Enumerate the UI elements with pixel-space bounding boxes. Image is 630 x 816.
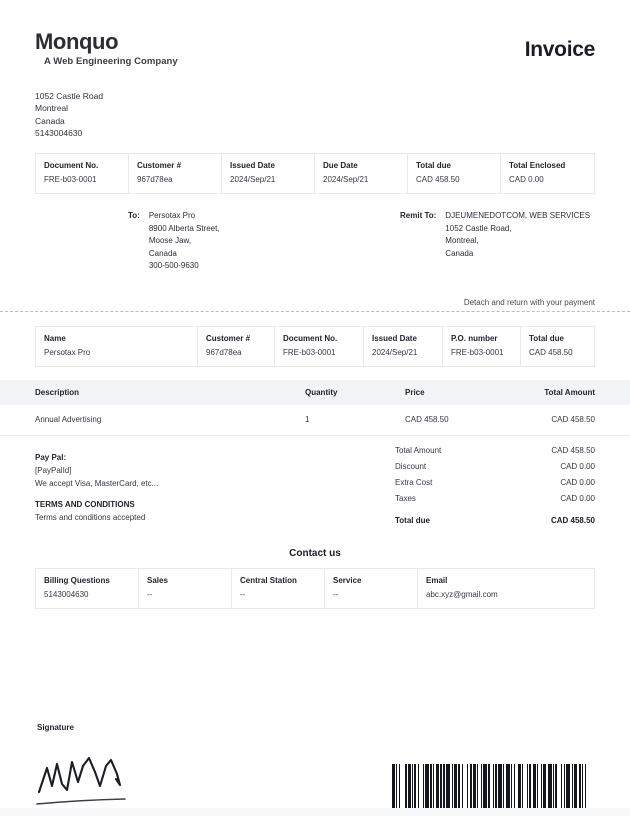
totals-value-3: CAD 0.00 — [560, 494, 595, 504]
contact-info-value-0: 5143004630 — [44, 590, 89, 599]
totals-value-2: CAD 0.00 — [560, 477, 595, 487]
totals-row-3 — [395, 491, 595, 507]
contact-info-cell-0 — [36, 569, 139, 608]
payment-stub-table — [35, 326, 595, 367]
stub-info-value-1: 967d78ea — [206, 348, 242, 357]
contact-section-title: Contact us — [289, 548, 341, 559]
stub-info-value-2: FRE-b03-0001 — [283, 348, 336, 357]
remit-to-line-1: 1052 Castle Road, — [445, 223, 512, 233]
stub-info-value-5: CAD 458.50 — [529, 348, 573, 357]
document-info-value-0: FRE-b03-0001 — [44, 175, 97, 184]
contact-info-table — [35, 568, 595, 609]
document-info-value-5: CAD 0.00 — [509, 175, 544, 184]
company-street: 1052 Castle Road — [35, 91, 104, 101]
stub-info-value-3: 2024/Sep/21 — [372, 348, 418, 357]
totals-block — [395, 442, 595, 528]
brand-tagline: A Web Engineering Company — [44, 56, 178, 68]
totals-value-0: CAD 458.50 — [551, 445, 595, 455]
remit-to-address — [445, 210, 590, 273]
bill-to-line-3: Canada — [148, 248, 177, 258]
contact-info-label-4: Email — [426, 576, 448, 585]
stub-info-cell-0 — [36, 327, 198, 366]
signature-rule — [36, 798, 126, 806]
stub-info-label-5: Total due — [529, 334, 564, 343]
accepted-cards-note: We accept Visa, MasterCard, etc... — [35, 478, 159, 488]
bill-to-line-2: Moose Jaw, — [148, 236, 192, 246]
contact-info-value-2: -- — [240, 590, 246, 599]
terms-body: Terms and conditions accepted — [35, 513, 146, 523]
line-items-table — [0, 380, 630, 436]
barcode-bar — [586, 764, 589, 808]
paypal-label: Pay Pal: — [35, 453, 67, 462]
document-info-label-4: Total due — [416, 161, 451, 170]
document-info-cell-1 — [129, 154, 222, 193]
barcode — [392, 764, 590, 808]
company-address — [35, 90, 103, 139]
remit-to-line-2: Montreal, — [445, 236, 479, 246]
brand-name: Monquo — [35, 29, 119, 54]
contact-info-label-2: Central Station — [240, 576, 297, 585]
contact-info-label-1: Sales — [147, 576, 168, 585]
document-info-label-0: Document No. — [44, 161, 99, 170]
document-info-value-1: 967d78ea — [137, 175, 173, 184]
document-info-cell-0 — [36, 154, 129, 193]
table-row — [0, 405, 630, 436]
brand-block — [35, 30, 178, 67]
stub-info-value-4: FRE-b03-0001 — [451, 348, 504, 357]
line-item-total-0: CAD 458.50 — [551, 415, 595, 424]
stub-info-label-2: Document No. — [283, 334, 338, 343]
document-info-value-4: CAD 458.50 — [416, 175, 460, 184]
line-items-body — [0, 405, 630, 436]
line-item-quantity-0: 1 — [305, 415, 310, 424]
signature-mark-icon — [36, 752, 146, 794]
stub-info-label-1: Customer # — [206, 334, 251, 343]
line-items-header — [0, 380, 630, 405]
document-info-label-2: Issued Date — [230, 161, 275, 170]
paypal-id: [PayPalId] — [35, 465, 72, 475]
remit-to-line-3: Canada — [445, 248, 474, 258]
invoice-header — [35, 30, 595, 67]
company-phone: 5143004630 — [35, 127, 83, 138]
stub-info-cell-3 — [364, 327, 443, 366]
remit-to-block — [400, 210, 590, 273]
terms-title: TERMS AND CONDITIONS — [35, 500, 135, 510]
totals-row-1 — [395, 458, 595, 474]
contact-info-value-3: -- — [333, 590, 339, 599]
document-info-label-1: Customer # — [137, 161, 182, 170]
document-info-value-3: 2024/Sep/21 — [323, 175, 369, 184]
document-info-cell-2 — [222, 154, 315, 193]
stub-info-label-0: Name — [44, 334, 66, 343]
contact-info-cell-4 — [418, 569, 594, 608]
grand-total-row — [395, 507, 595, 529]
contact-info-label-0: Billing Questions — [44, 576, 110, 585]
totals-label-0: Total Amount — [395, 445, 442, 455]
contact-info-cell-1 — [139, 569, 232, 608]
detach-note: Detach and return with your payment — [463, 298, 595, 307]
stub-info-cell-1 — [198, 327, 275, 366]
totals-rows — [395, 442, 595, 507]
totals-row-0 — [395, 442, 595, 458]
stub-info-value-0: Persotax Pro — [44, 348, 91, 357]
document-info-value-2: 2024/Sep/21 — [230, 175, 276, 184]
stub-info-label-3: Issued Date — [372, 334, 417, 343]
bill-to-line-4: 300-500-9630 — [148, 261, 199, 271]
company-country: Canada — [35, 115, 65, 126]
contact-info-value-4: abc.xyz@gmail.com — [426, 590, 498, 599]
line-item-description-0: Annual Advertising — [35, 415, 102, 424]
document-info-cell-4 — [408, 154, 501, 193]
bill-to-address — [149, 210, 220, 273]
contact-info-cell-2 — [232, 569, 325, 608]
stub-info-cell-2 — [275, 327, 364, 366]
signature-label: Signature — [37, 723, 74, 732]
totals-label-1: Discount — [395, 461, 427, 471]
document-info-label-3: Due Date — [323, 161, 358, 170]
totals-value-1: CAD 0.00 — [560, 461, 595, 471]
bill-to-block — [128, 210, 400, 273]
payment-info-block — [35, 452, 305, 525]
bill-to-line-1: 8900 Alberta Street, — [148, 223, 220, 233]
grand-total-label: Total due — [395, 515, 430, 525]
contact-info-label-3: Service — [333, 576, 362, 585]
column-header-total: Total Amount — [544, 388, 595, 397]
totals-label-2: Extra Cost — [395, 477, 433, 487]
remit-to-line-0: DJEUMENEDOTCOM, WEB SERVICES — [445, 211, 591, 220]
company-city: Montreal — [35, 103, 69, 114]
column-header-quantity: Quantity — [305, 388, 338, 397]
stub-info-cell-4 — [443, 327, 521, 366]
bill-to-line-0: Persotax Pro — [148, 211, 196, 220]
remit-to-label: Remit To: — [400, 211, 437, 220]
document-info-table — [35, 153, 595, 194]
spacer — [35, 490, 305, 499]
stub-info-label-4: P.O. number — [451, 334, 498, 343]
totals-row-2 — [395, 474, 595, 490]
contact-info-value-1: -- — [147, 590, 153, 599]
detach-dashed-line — [0, 311, 630, 312]
contact-info-cell-3 — [325, 569, 418, 608]
bill-to-label: To: — [128, 211, 140, 220]
document-info-label-5: Total Enclosed — [509, 161, 566, 170]
line-item-price-0: CAD 458.50 — [405, 415, 449, 424]
document-info-cell-3 — [315, 154, 408, 193]
column-header-description: Description — [35, 388, 80, 397]
document-type-title: Invoice — [524, 38, 595, 61]
parties-block — [128, 210, 598, 273]
stub-info-cell-5 — [521, 327, 594, 366]
column-header-price: Price — [405, 388, 425, 397]
document-info-cell-5 — [501, 154, 594, 193]
totals-label-3: Taxes — [395, 494, 416, 504]
grand-total-value: CAD 458.50 — [550, 515, 595, 525]
page-bottom-edge — [0, 808, 630, 816]
